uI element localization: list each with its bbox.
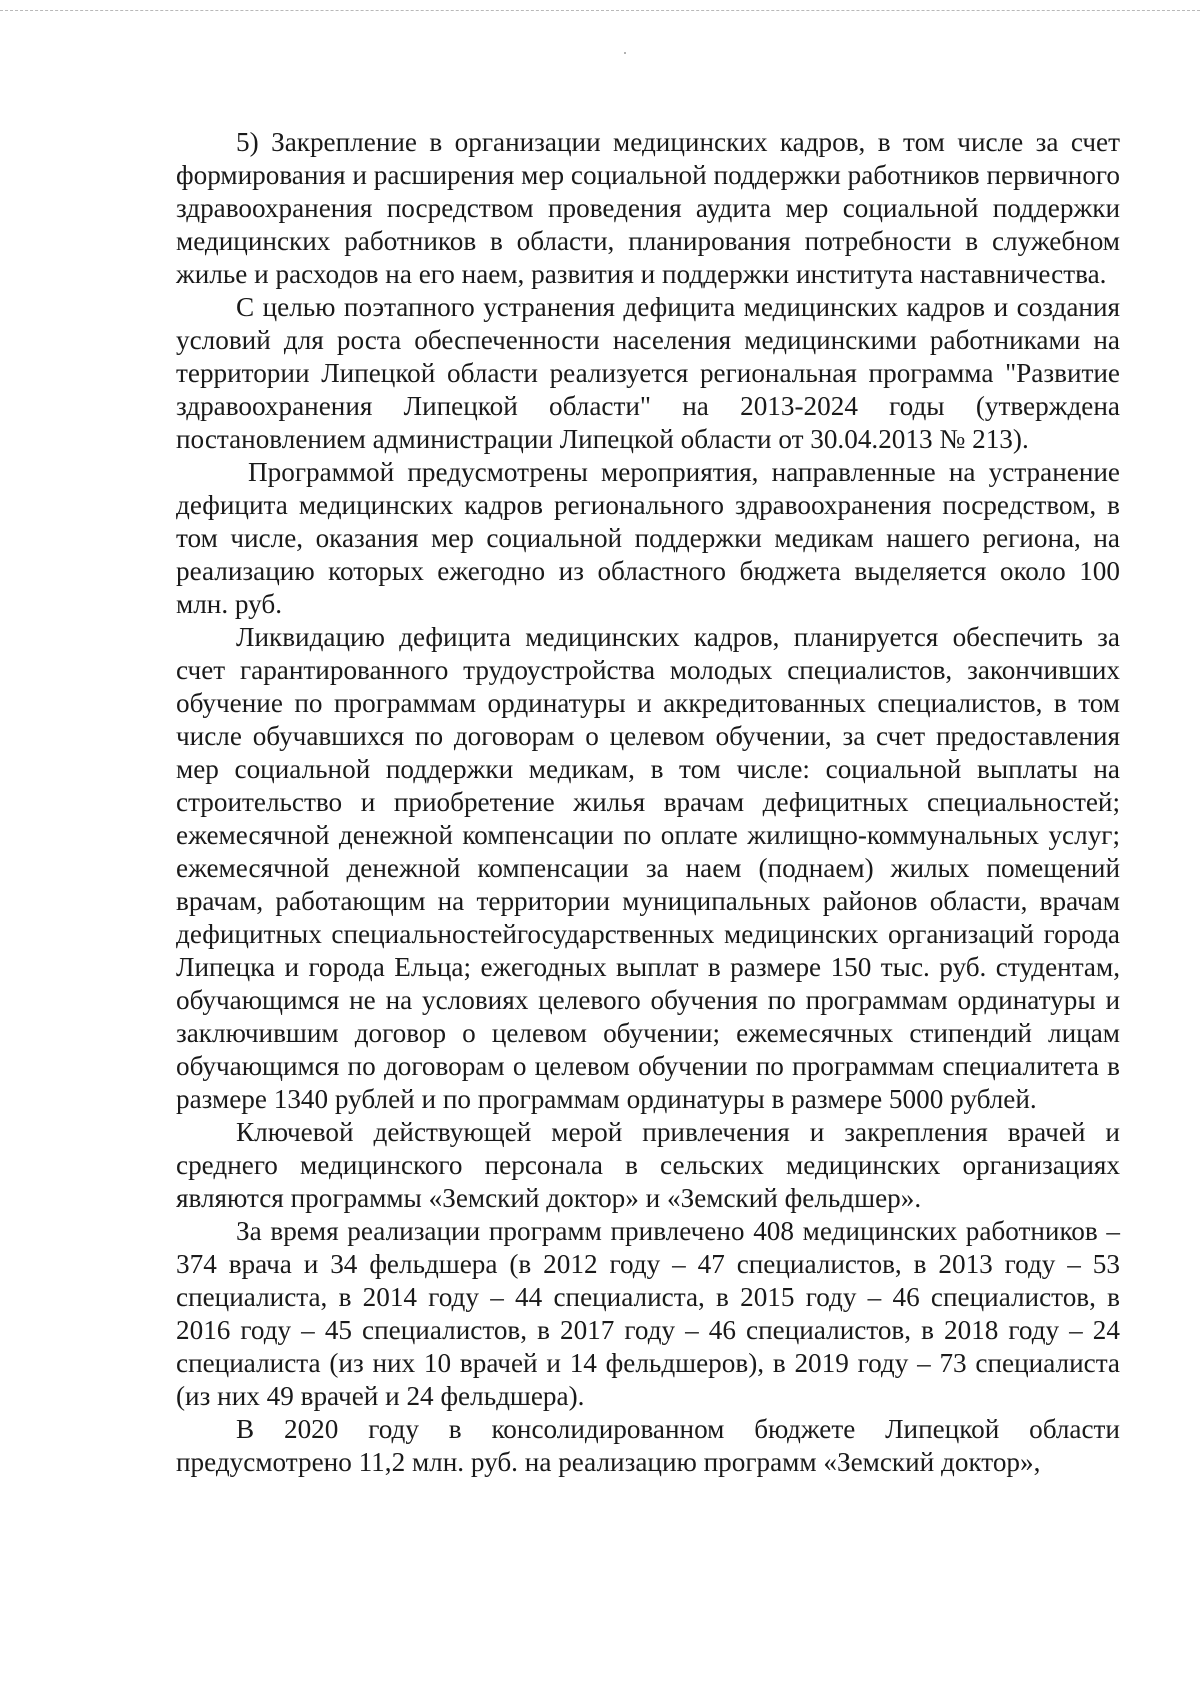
scan-speck [624,52,626,54]
paragraph-program-measures: Программой предусмотрены мероприятия, направленные на устранение дефицита медицинских кадров регионального здравоохранения посредством, в том числе, оказания мер социальной поддержки медикам нашего региона, на реализацию которых ежегодно из областного бюджета выделяется около 100 млн. руб. [176,457,1120,619]
scan-top-edge [0,10,1200,11]
document-page [176,126,1120,1479]
paragraph-zemsky-programs: Ключевой действующей мерой привлечения и закрепления врачей и среднего медицинского персонала в сельских медицинских организациях являются программы «Земский доктор» и «Земский фельдшер». [176,1117,1120,1213]
paragraph-budget-2020: В 2020 году в консолидированном бюджете Липецкой области предусмотрено 11,2 млн. руб. на реализацию программ «Земский доктор», [176,1414,1120,1477]
paragraph-attracted-workers: За время реализации программ привлечено 408 медицинских работников – 374 врача и 34 фельдшера (в 2012 году – 47 специалистов, в 2013 году – 53 специалиста, в 2014 году – 44 специалиста, в 2015 году – 46 специалистов, в 2016 году – 45 специалистов, в 2017 году – 46 специалистов, в 2018 году – 24 специалиста (из них 10 врачей и 14 фельдшеров), в 2019 году – 73 специалиста (из них 49 врачей и 24 фельдшера). [176,1216,1120,1411]
paragraph-deficit-elimination: Ликвидацию дефицита медицинских кадров, планируется обеспечить за счет гарантированного трудоустройства молодых специалистов, закончивших обучение по программам ординатуры и аккредитованных специалистов, в том числе обучавшихся по договорам о целевом обучении, за счет предоставления мер социальной поддержки медикам, в том числе: социальной выплаты на строительство и приобретение жилья врачам дефицитных специальностей; ежемесячной денежной компенсации по оплате жилищно-коммунальных услуг; ежемесячной денежной компенсации за наем (поднаем) жилых помещений врачам, работающим на территории муниципальных районов области, врачам дефицитных специальностейгосударственных медицинских организаций города Липецка и города Ельца; ежегодных выплат в размере 150 тыс. руб. студентам, обучающимся не на условиях целевого обучения по программам ординатуры и заключившим договор о целевом обучении; ежемесячных стипендий лицам обучающимся по договорам о целевом обучении по программам специалитета в размере 1340 рублей и по программам ординатуры в размере 5000 рублей. [176,622,1120,1114]
paragraph-regional-program: С целью поэтапного устранения дефицита медицинских кадров и создания условий для роста обеспеченности населения медицинскими работниками на территории Липецкой области реализуется региональная программа "Развитие здравоохранения Липецкой области" на 2013-2024 годы (утверждена постановлением администрации Липецкой области от 30.04.2013 № 213). [176,292,1120,454]
paragraph-staff-retention: 5) Закрепление в организации медицинских кадров, в том числе за счет формирования и расширения мер социальной поддержки работников первичного здравоохранения посредством проведения аудита мер социальной поддержки медицинских работников в области, планирования потребности в служебном жилье и расходов на его наем, развития и поддержки института наставничества. [176,127,1120,289]
